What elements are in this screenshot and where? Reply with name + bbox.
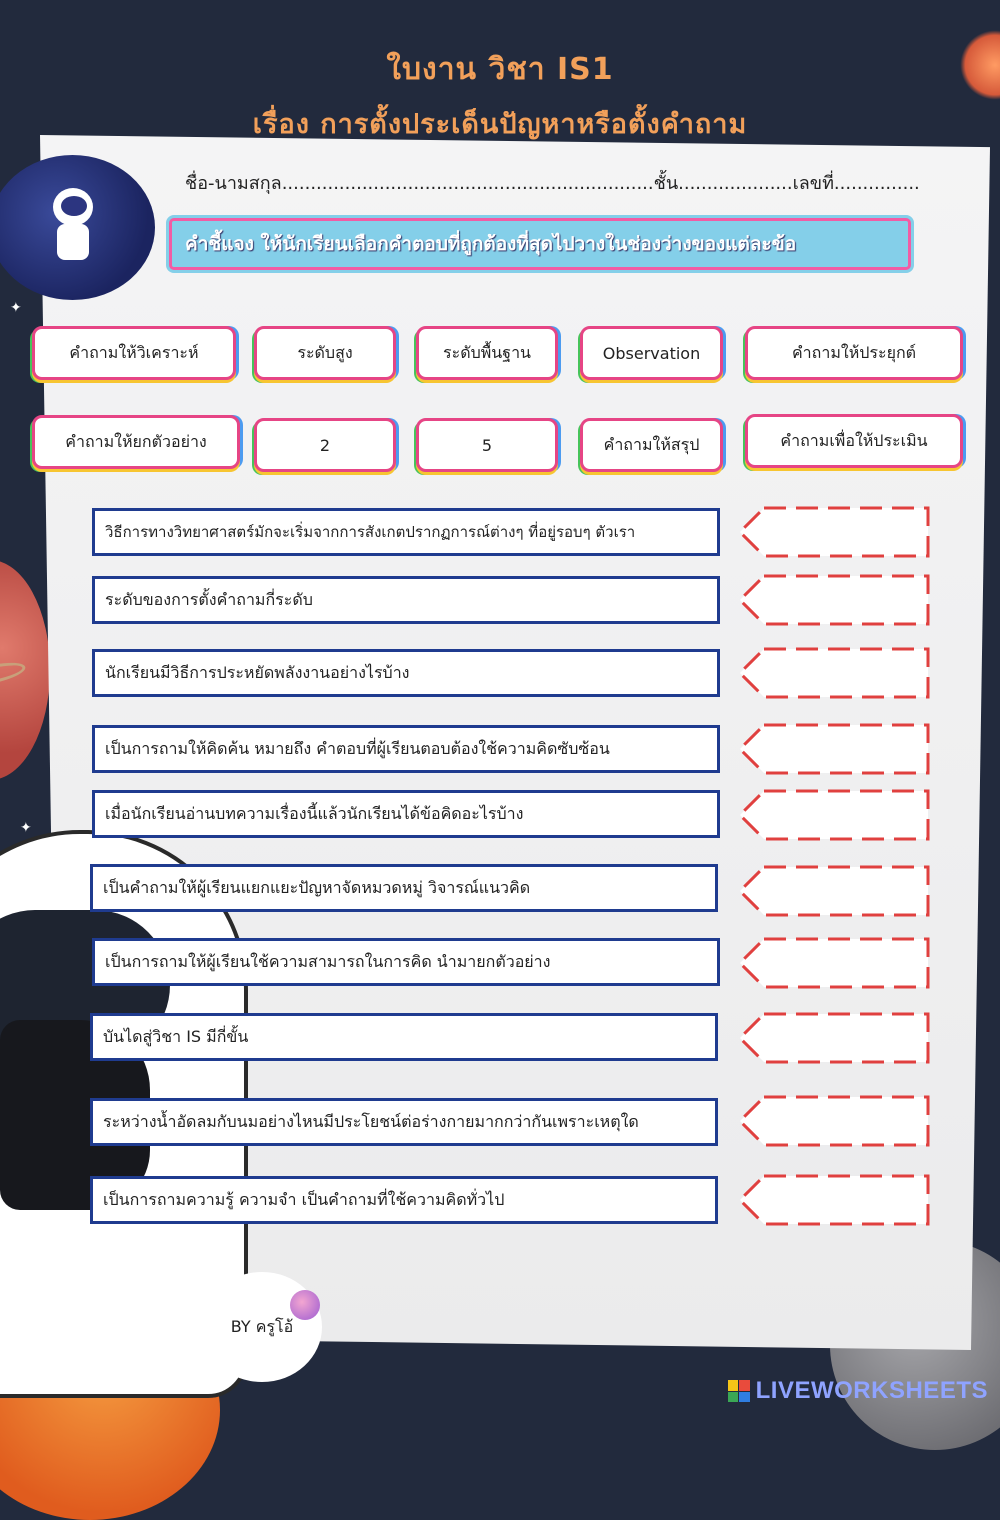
planet-icon [290, 1290, 320, 1320]
page-title: ใบงาน วิชา IS1 [386, 52, 614, 87]
choice-chip[interactable]: คำถามเพื่อให้ประเมิน [745, 414, 963, 468]
page-subtitle: เรื่อง การตั้งประเด็นปัญหาหรือตั้งคำถาม [252, 109, 748, 140]
answer-drop-zone[interactable] [738, 506, 930, 558]
choice-chip[interactable]: คำถามให้ยกตัวอย่าง [32, 415, 240, 469]
answer-drop-zone[interactable] [738, 865, 930, 917]
star-icon: ✦ [20, 820, 32, 836]
choice-chip[interactable]: คำถามให้ประยุกต์ [745, 326, 963, 380]
answer-drop-zone[interactable] [738, 1012, 930, 1064]
question-box: บันไดสู่วิชา IS มีกี่ขั้น [90, 1013, 718, 1061]
question-box: ระดับของการตั้งคำถามกี่ระดับ [92, 576, 720, 624]
question-box: วิธีการทางวิทยาศาสตร์มักจะเริ่มจากการสังเกตปรากฏการณ์ต่างๆ ที่อยู่รอบๆ ตัวเรา [92, 508, 720, 556]
choice-chip[interactable]: ระดับพื้นฐาน [416, 326, 558, 380]
liveworksheets-logo-icon [728, 1380, 750, 1402]
liveworksheets-brand [728, 1377, 988, 1405]
answer-drop-zone[interactable] [738, 723, 930, 775]
choice-chip[interactable]: ระดับสูง [254, 326, 396, 380]
answer-drop-zone[interactable] [738, 574, 930, 626]
question-box: นักเรียนมีวิธีการประหยัดพลังงานอย่างไรบ้าง [92, 649, 720, 697]
question-box: ระหว่างน้ำอัดลมกับนมอย่างไหนมีประโยชน์ต่อร่างกายมากกว่ากันเพราะเหตุใด [90, 1098, 718, 1146]
question-box: เป็นการถามให้คิดค้น หมายถึง คำตอบที่ผู้เรียนตอบต้องใช้ความคิดซับซ้อน [92, 725, 720, 773]
choice-chip[interactable]: 5 [416, 418, 558, 472]
choice-chip[interactable]: Observation [580, 326, 723, 380]
star-icon: ✦ [10, 300, 22, 316]
answer-drop-zone[interactable] [738, 1095, 930, 1147]
answer-drop-zone[interactable] [738, 1174, 930, 1226]
answer-drop-zone[interactable] [738, 937, 930, 989]
student-info-line: ชื่อ-นามสกุล.................................................................ชั้น....................เลขที่............... [185, 173, 920, 194]
question-box: เป็นคำถามให้ผู้เรียนแยกแยะปัญหาจัดหมวดหมู่ วิจารณ์แนวคิด [90, 864, 718, 912]
answer-drop-zone[interactable] [738, 789, 930, 841]
author-byline: BY ครูโอ้ [202, 1272, 322, 1382]
choice-chip[interactable]: 2 [254, 418, 396, 472]
question-box: เป็นการถามความรู้ ความจำ เป็นคำถามที่ใช้ความคิดทั่วไป [90, 1176, 718, 1224]
answer-drop-zone[interactable] [738, 647, 930, 699]
instructions-banner: คำชี้แจง ให้นักเรียนเลือกคำตอบที่ถูกต้องที่สุดไปวางในช่องว่างของแต่ละข้อ [166, 215, 914, 273]
question-box: เป็นการถามให้ผู้เรียนใช้ความสามารถในการคิด นำมายกตัวอย่าง [92, 938, 720, 986]
question-box: เมื่อนักเรียนอ่านบทความเรื่องนี้แล้วนักเรียนได้ข้อคิดอะไรบ้าง [92, 790, 720, 838]
choice-chip[interactable]: คำถามให้วิเคราะห์ [32, 326, 236, 380]
brand-name: LIVEWORKSHEETS [755, 1377, 988, 1404]
choice-chip[interactable]: คำถามให้สรุป [580, 418, 723, 472]
